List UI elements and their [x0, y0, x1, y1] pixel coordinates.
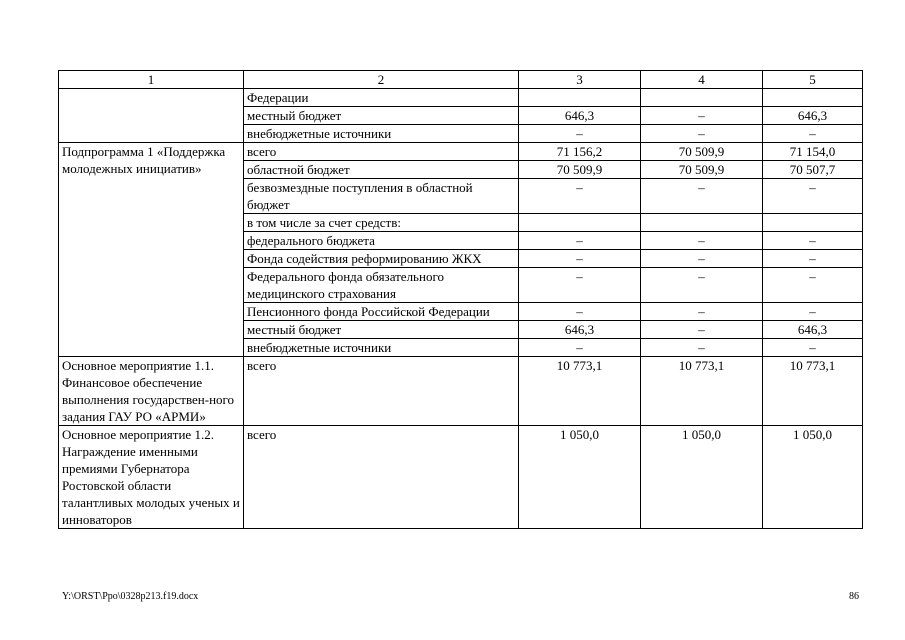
value-cell: 10 773,1: [519, 357, 641, 426]
value-cell: [519, 214, 641, 232]
table-row: [59, 357, 863, 426]
value-cell: 1 050,0: [641, 426, 763, 529]
value-cell: –: [763, 339, 863, 357]
header-cell: 3: [519, 71, 641, 89]
value-cell: 70 509,9: [519, 161, 641, 179]
value-cell: 646,3: [519, 107, 641, 125]
header-cell: 1: [59, 71, 244, 89]
value-cell: –: [519, 125, 641, 143]
source-label: Пенсионного фонда Российской Федерации: [244, 303, 519, 321]
header-cell: 5: [763, 71, 863, 89]
page-number: 86: [849, 591, 859, 602]
value-cell: –: [641, 179, 763, 214]
value-cell: –: [519, 339, 641, 357]
program-title: Подпрограмма 1 «Поддержка молодежных инициатив»: [59, 143, 244, 357]
source-label: областной бюджет: [244, 161, 519, 179]
value-cell: –: [763, 303, 863, 321]
source-label: внебюджетные источники: [244, 125, 519, 143]
header-cell: 2: [244, 71, 519, 89]
source-label: федерального бюджета: [244, 232, 519, 250]
value-cell: [641, 214, 763, 232]
value-cell: [763, 214, 863, 232]
value-cell: 70 507,7: [763, 161, 863, 179]
value-cell: –: [641, 268, 763, 303]
value-cell: –: [641, 107, 763, 125]
value-cell: 71 156,2: [519, 143, 641, 161]
value-cell: –: [641, 303, 763, 321]
header-cell: 4: [641, 71, 763, 89]
value-cell: 1 050,0: [519, 426, 641, 529]
value-cell: 70 509,9: [641, 161, 763, 179]
source-label: всего: [244, 357, 519, 426]
value-cell: 10 773,1: [641, 357, 763, 426]
value-cell: –: [519, 179, 641, 214]
source-label: в том числе за счет средств:: [244, 214, 519, 232]
source-label: Фонда содействия реформированию ЖКХ: [244, 250, 519, 268]
value-cell: –: [763, 232, 863, 250]
table-row: [59, 89, 863, 107]
value-cell: 646,3: [763, 321, 863, 339]
source-label: внебюджетные источники: [244, 339, 519, 357]
value-cell: 646,3: [763, 107, 863, 125]
program-cell-empty: [59, 89, 244, 143]
source-label: Федерации: [244, 89, 519, 107]
value-cell: –: [519, 303, 641, 321]
value-cell: [641, 89, 763, 107]
value-cell: –: [519, 268, 641, 303]
value-cell: [519, 89, 641, 107]
value-cell: –: [519, 250, 641, 268]
header-row: [59, 71, 863, 89]
budget-table: [58, 70, 863, 529]
value-cell: –: [763, 125, 863, 143]
value-cell: –: [763, 268, 863, 303]
source-label: Федерального фонда обязательного медицинского страхования: [244, 268, 519, 303]
activity-title: Основное мероприятие 1.1. Финансовое обеспечение выполнения государствен-ного задания ГАУ РО «АРМИ»: [59, 357, 244, 426]
value-cell: –: [641, 250, 763, 268]
activity-title: Основное мероприятие 1.2. Награждение именными премиями Губернатора Ростовской области талантливых молодых ученых и инноваторов: [59, 426, 244, 529]
table-row: [59, 426, 863, 529]
source-label: всего: [244, 143, 519, 161]
value-cell: 70 509,9: [641, 143, 763, 161]
value-cell: –: [641, 321, 763, 339]
value-cell: 10 773,1: [763, 357, 863, 426]
value-cell: 646,3: [519, 321, 641, 339]
value-cell: –: [519, 232, 641, 250]
value-cell: –: [641, 339, 763, 357]
source-label: местный бюджет: [244, 107, 519, 125]
file-path: Y:\ORST\Ppo\0328p213.f19.docx: [62, 591, 199, 602]
value-cell: –: [763, 250, 863, 268]
table-row: [59, 143, 863, 161]
source-label: местный бюджет: [244, 321, 519, 339]
value-cell: 1 050,0: [763, 426, 863, 529]
source-label: всего: [244, 426, 519, 529]
value-cell: 71 154,0: [763, 143, 863, 161]
value-cell: –: [641, 232, 763, 250]
value-cell: –: [641, 125, 763, 143]
value-cell: –: [763, 179, 863, 214]
source-label: безвозмездные поступления в областной бюджет: [244, 179, 519, 214]
value-cell: [763, 89, 863, 107]
